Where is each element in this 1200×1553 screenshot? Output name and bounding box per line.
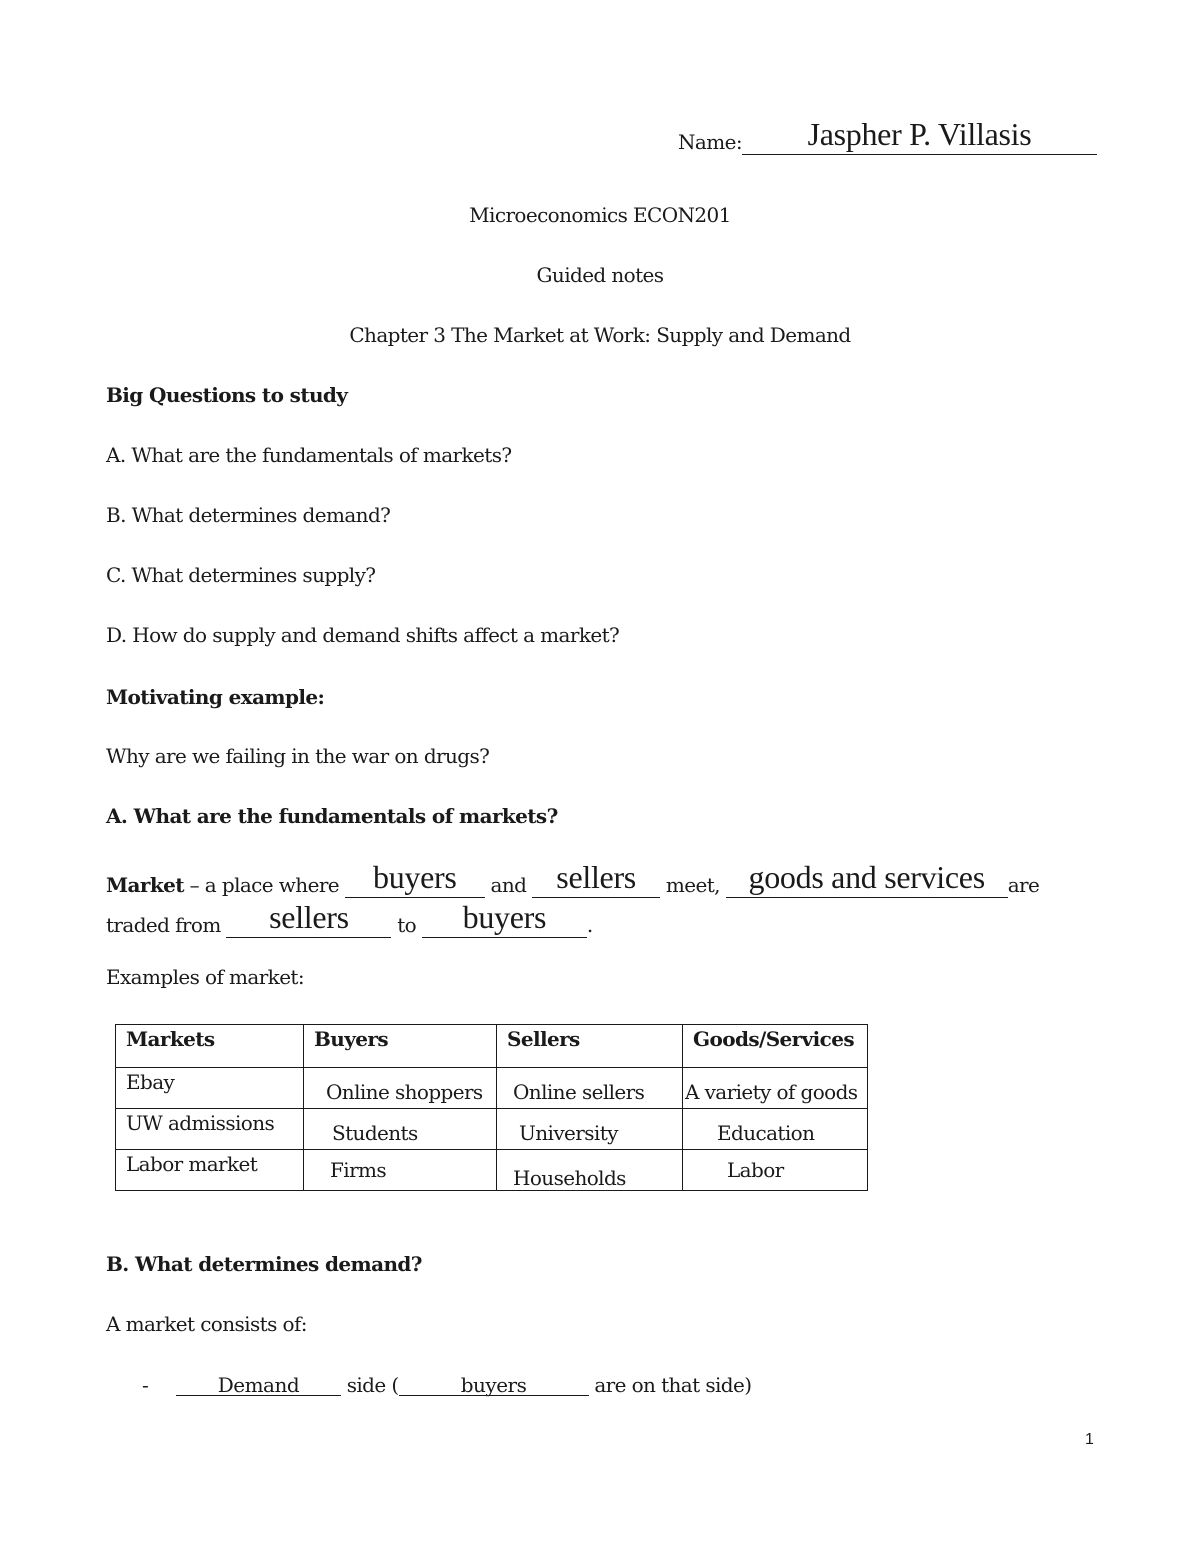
demand-blank-value: Demand (217, 1373, 300, 1397)
table-cell: Ebay (116, 1068, 304, 1109)
examples-label: Examples of market: (106, 965, 305, 989)
name-line (678, 116, 1097, 155)
table-cell: Students (304, 1109, 497, 1150)
table-cell: UW admissions (116, 1109, 304, 1150)
name-value: Jaspher P. Villasis (807, 116, 1032, 152)
section-a-heading: A. What are the fundamentals of markets? (106, 804, 558, 828)
motivating-heading: Motivating example: (106, 685, 325, 709)
blank-2-value: sellers (556, 859, 636, 895)
definition-text-4: are (1007, 873, 1040, 897)
name-blank (742, 116, 1097, 155)
table-row (116, 1068, 868, 1109)
course-title: Microeconomics ECON201 (469, 203, 731, 227)
table-cell: University (497, 1109, 683, 1150)
market-definition-line-1 (106, 859, 1040, 898)
table-header-cell: Markets (116, 1025, 304, 1068)
demand-blank (176, 1375, 341, 1396)
blank-1-value: buyers (373, 859, 457, 895)
table-header-row (116, 1025, 868, 1068)
market-consists-label: A market consists of: (106, 1312, 307, 1336)
demand-side-line (142, 1373, 751, 1397)
market-definition-line-2 (106, 899, 593, 938)
buyers-blank-value: buyers (460, 1373, 527, 1397)
question-a: A. What are the fundamentals of markets? (106, 443, 512, 467)
table-cell: Online sellers (497, 1068, 683, 1109)
definition-text-2: and (490, 873, 527, 897)
blank-5 (422, 899, 587, 938)
blank-4-value: sellers (269, 899, 349, 935)
blank-3 (726, 859, 1008, 898)
market-term: Market (106, 873, 184, 897)
table-cell: Labor market (116, 1150, 304, 1191)
table-cell: Firms (304, 1150, 497, 1191)
definition-text-7: . (586, 913, 593, 937)
question-c: C. What determines supply? (106, 563, 376, 587)
page-number: 1 (1085, 1431, 1094, 1448)
table-header-cell: Buyers (304, 1025, 497, 1068)
blank-2 (532, 859, 660, 898)
name-label: Name: (678, 130, 742, 154)
blank-3-value: goods and services (748, 859, 985, 895)
blank-1 (345, 859, 485, 898)
definition-text-3: meet, (665, 873, 720, 897)
buyers-blank (399, 1375, 589, 1396)
table-row (116, 1109, 868, 1150)
doc-type: Guided notes (536, 263, 664, 287)
motivating-text: Why are we failing in the war on drugs? (106, 744, 490, 768)
table-cell: Labor (683, 1150, 868, 1191)
bullet-dash: - (142, 1373, 149, 1397)
table-cell: Education (683, 1109, 868, 1150)
table-cell: Online shoppers (304, 1068, 497, 1109)
blank-4 (226, 899, 391, 938)
question-d: D. How do supply and demand shifts affect a market? (106, 623, 620, 647)
section-b-heading: B. What determines demand? (106, 1252, 422, 1276)
table-cell: A variety of goods (683, 1068, 868, 1109)
market-table (115, 1024, 868, 1191)
side-text: side ( (346, 1373, 399, 1397)
definition-text-1: – a place where (189, 873, 340, 897)
table-header-cell: Sellers (497, 1025, 683, 1068)
table-row (116, 1150, 868, 1191)
big-questions-heading: Big Questions to study (106, 383, 348, 407)
definition-text-6: to (397, 913, 417, 937)
chapter-title: Chapter 3 The Market at Work: Supply and Demand (349, 323, 851, 347)
blank-5-value: buyers (462, 899, 547, 935)
side-text-end: are on that side) (594, 1373, 752, 1397)
question-b: B. What determines demand? (106, 503, 391, 527)
table-cell: Households (497, 1150, 683, 1191)
table-header-cell: Goods/Services (683, 1025, 868, 1068)
definition-text-5: traded from (106, 913, 221, 937)
